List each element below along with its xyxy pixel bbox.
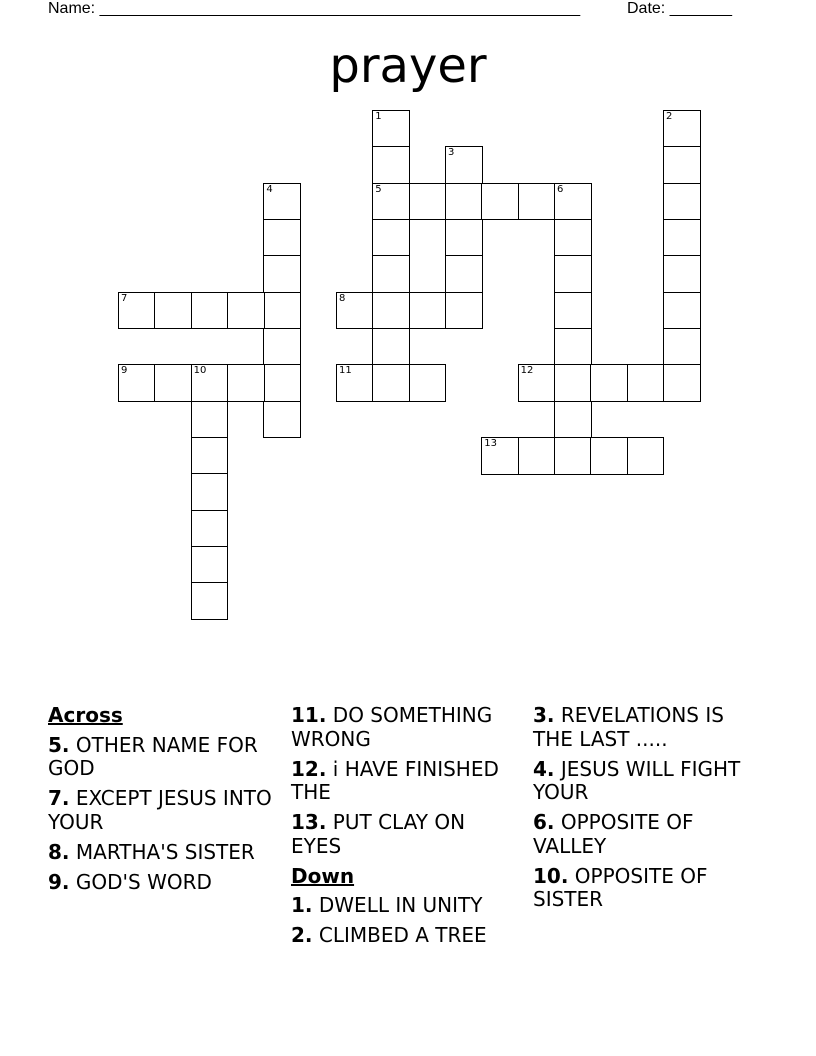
grid-cell[interactable]: [663, 183, 701, 221]
clue-number-label: 10: [193, 365, 207, 377]
clue-number: 5.: [48, 732, 70, 757]
clue-text: JESUS WILL FIGHT YOUR: [533, 756, 741, 804]
clue-text: OPPOSITE OF VALLEY: [533, 810, 694, 858]
grid-cell[interactable]: [372, 255, 410, 293]
clue-number-label: 1: [375, 111, 382, 122]
grid-cell[interactable]: [227, 364, 265, 402]
clue-number-label: 12: [520, 365, 534, 377]
clue-number: 1.: [291, 893, 313, 917]
clue-number-label: 13: [484, 437, 498, 449]
clue-number-label: 4: [266, 183, 273, 195]
grid-cell[interactable]: [336, 364, 374, 402]
clue-text: GOD'S WORD: [75, 869, 212, 894]
clue-across-11: [291, 704, 519, 751]
grid-cell[interactable]: [445, 183, 483, 221]
clue-number-label: 9: [121, 365, 128, 377]
grid-cell[interactable]: [590, 364, 628, 402]
grid-cell[interactable]: [263, 219, 301, 257]
clue-number: 8.: [48, 839, 70, 864]
grid-cell[interactable]: [554, 183, 592, 221]
clue-down-6: [533, 811, 761, 858]
grid-cell[interactable]: [663, 219, 701, 257]
grid-cell[interactable]: [372, 110, 410, 148]
grid-cell[interactable]: [336, 292, 374, 330]
grid-cell[interactable]: [191, 582, 229, 620]
across-heading: Across: [48, 703, 123, 727]
grid-cell[interactable]: [627, 437, 665, 475]
date-field[interactable]: Date: _______: [627, 0, 732, 17]
grid-cell[interactable]: [263, 401, 301, 439]
clue-text: OPPOSITE OF SISTER: [533, 863, 708, 911]
clue-number: 9.: [48, 869, 70, 894]
clue-number-label: 3: [447, 147, 455, 159]
grid-cell[interactable]: [481, 183, 519, 221]
clue-across-9: [48, 871, 276, 895]
clue-down-3: [533, 704, 761, 751]
grid-cell[interactable]: [372, 183, 410, 221]
clue-across-8: [48, 841, 276, 865]
grid-cell[interactable]: [445, 219, 483, 257]
grid-cell[interactable]: [372, 364, 410, 402]
grid-cell[interactable]: [372, 292, 410, 330]
clue-number: 12.: [291, 756, 327, 781]
grid-cell[interactable]: [154, 292, 192, 330]
clue-number: 3.: [533, 703, 555, 727]
grid-cell[interactable]: [118, 364, 156, 402]
grid-cell[interactable]: [663, 364, 701, 402]
clue-across-13: [291, 811, 519, 858]
grid-cell[interactable]: [263, 364, 301, 402]
grid-cell[interactable]: [627, 364, 665, 402]
grid-cell[interactable]: [663, 110, 701, 148]
clue-text: DO SOMETHING WRONG: [291, 703, 493, 751]
grid-cell[interactable]: [590, 437, 628, 475]
clue-number-label: 2: [665, 111, 673, 122]
clue-across-5: [48, 734, 276, 781]
grid-cell[interactable]: [263, 328, 301, 366]
grid-cell[interactable]: [445, 146, 483, 184]
clue-number: 7.: [48, 786, 70, 810]
clue-text: OTHER NAME FOR GOD: [48, 732, 258, 780]
clues-column-1: [48, 704, 276, 901]
clues-column-3: [533, 704, 761, 918]
grid-cell[interactable]: [118, 292, 156, 330]
grid-cell[interactable]: [263, 183, 301, 221]
grid-cell[interactable]: [191, 437, 229, 475]
grid-cell[interactable]: [554, 292, 592, 330]
grid-cell[interactable]: [663, 292, 701, 330]
grid-cell[interactable]: [518, 183, 556, 221]
clue-number: 11.: [291, 703, 327, 727]
grid-cell[interactable]: [518, 437, 556, 475]
grid-cell[interactable]: [554, 437, 592, 475]
grid-cell[interactable]: [409, 183, 447, 221]
puzzle-title: prayer: [329, 38, 487, 94]
grid-cell[interactable]: [518, 364, 556, 402]
down-heading: Down: [291, 863, 355, 888]
grid-cell[interactable]: [191, 473, 229, 511]
grid-cell[interactable]: [554, 328, 592, 366]
clue-text: MARTHA'S SISTER: [75, 839, 255, 864]
grid-cell[interactable]: [409, 364, 447, 402]
clue-text: i HAVE FINISHED THE: [291, 756, 499, 804]
grid-cell[interactable]: [191, 401, 229, 439]
grid-cell[interactable]: [445, 255, 483, 293]
grid-cell[interactable]: [263, 255, 301, 293]
clue-number: 4.: [533, 756, 555, 781]
grid-cell[interactable]: [554, 219, 592, 257]
grid-cell[interactable]: [554, 364, 592, 402]
grid-cell[interactable]: [409, 292, 447, 330]
grid-cell[interactable]: [663, 146, 701, 184]
clue-across-12: [291, 758, 519, 805]
grid-cell[interactable]: [372, 328, 410, 366]
clue-number: 2.: [291, 923, 313, 947]
clue-text: REVELATIONS IS THE LAST .....: [533, 703, 724, 751]
grid-cell[interactable]: [663, 255, 701, 293]
name-field[interactable]: Name: ______________________________________________________: [48, 0, 581, 17]
clue-down-4: [533, 758, 761, 805]
clue-down-2: [291, 924, 519, 948]
grid-cell[interactable]: [372, 146, 410, 184]
clue-number: 6.: [533, 810, 555, 834]
clue-text: DWELL IN UNITY: [318, 893, 483, 917]
clue-number: 13.: [291, 810, 327, 834]
clue-down-10: [533, 865, 761, 912]
clue-text: PUT CLAY ON EYES: [291, 810, 466, 858]
clue-number-label: 6: [556, 183, 564, 195]
grid-cell[interactable]: [191, 546, 229, 584]
grid-cell[interactable]: [445, 292, 483, 330]
grid-cell[interactable]: [481, 437, 519, 475]
grid-cell[interactable]: [154, 364, 192, 402]
clue-across-7: [48, 787, 276, 834]
clue-text: EXCEPT JESUS INTO YOUR: [48, 786, 272, 834]
clue-text: CLIMBED A TREE: [318, 923, 487, 947]
grid-cell[interactable]: [191, 364, 229, 402]
grid-cell[interactable]: [263, 292, 301, 330]
grid-cell[interactable]: [227, 292, 265, 330]
clue-number-label: 8: [338, 292, 346, 304]
clue-number-label: 5: [375, 183, 382, 195]
grid-cell[interactable]: [372, 219, 410, 257]
clue-down-1: [291, 894, 519, 918]
grid-cell[interactable]: [554, 255, 592, 293]
clue-number-label: 11: [338, 365, 352, 377]
grid-cell[interactable]: [191, 292, 229, 330]
clues-column-2: [291, 704, 519, 954]
grid-cell[interactable]: [191, 510, 229, 548]
clue-number: 10.: [533, 863, 569, 888]
grid-cell[interactable]: [554, 401, 592, 439]
clue-number-label: 7: [121, 292, 128, 304]
grid-cell[interactable]: [663, 328, 701, 366]
